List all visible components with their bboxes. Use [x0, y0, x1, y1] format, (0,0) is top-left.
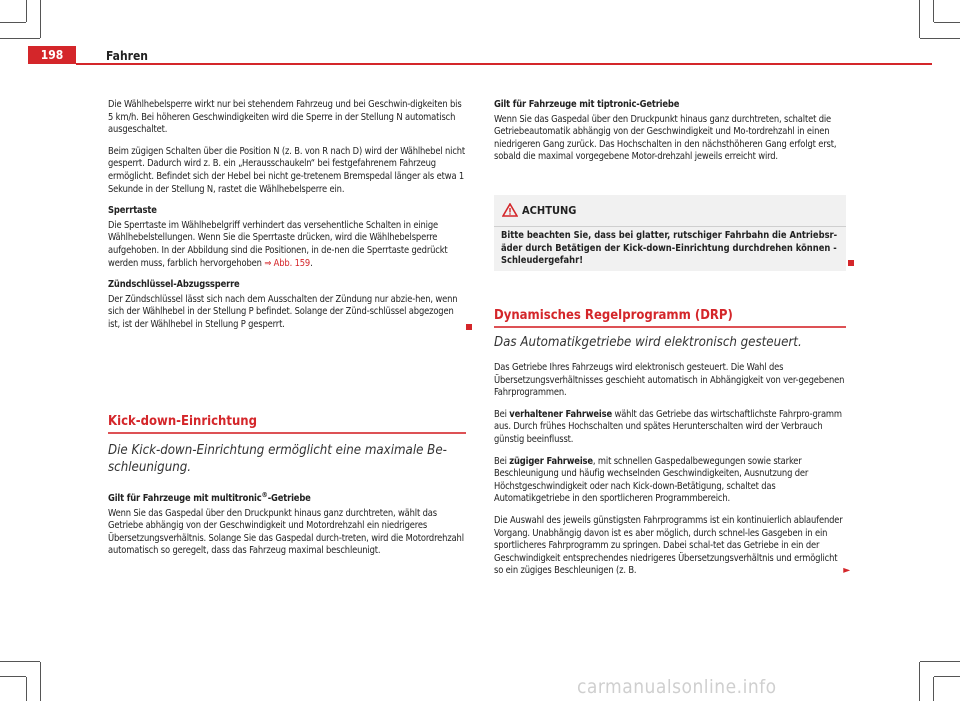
chapter-title: Fahren	[106, 49, 148, 63]
crop-mark	[933, 677, 934, 701]
paragraph: Das Getriebe Ihres Fahrzeugs wird elektronisch gesteuert. Die Wahl des Übersetzungsverhältnisses geschieht automatisch in Abhängigkeit von ver-gegebenen Fahrprogrammen.	[494, 362, 845, 399]
continue-arrow-icon: ►	[843, 565, 850, 577]
crop-mark	[934, 22, 960, 23]
subheading-multitronic: Gilt für Fahrzeuge mit multitronic®-Getriebe	[108, 491, 311, 505]
crop-mark	[0, 22, 26, 23]
paragraph: Bei zügiger Fahrweise, mit schnellen Gaspedalbewegungen sowie starker Beschleunigung und häufig wechselnden Geschwindigkeiten, Ausnutzung der Höchstgeschwindigkeit oder nach Kick-down-Betätigung, schaltet das Automatikgetriebe in den sportlicheren Programmbereich.	[494, 455, 809, 505]
crop-mark	[920, 661, 960, 662]
crop-mark	[920, 38, 960, 39]
crop-mark	[919, 0, 920, 38]
paragraph: Wenn Sie das Gaspedal über den Druckpunkt hinaus ganz durchtreten, wählt das Getriebe abhängig von der Geschwindigkeit und Motordrehzahl ein niedrigeres Übersetzungsverhältnis. Solange Sie das Gaspedal durch-treten, wird die Motordrehzahl automatisch so geregelt, dass das Fahrzeug maximal beschleunigt.	[108, 507, 464, 557]
crop-mark	[934, 676, 960, 677]
left-column	[108, 99, 466, 341]
right-column	[494, 99, 846, 173]
section-title-drp: Dynamisches Regelprogramm (DRP)	[494, 308, 733, 323]
right-column-drp	[494, 362, 850, 587]
end-mark-icon	[848, 260, 854, 266]
crop-mark	[933, 0, 934, 22]
crop-mark	[40, 0, 41, 38]
warning-text: Bitte beachten Sie, dass bei glatter, rutschiger Fahrbahn die Antriebsr-äder durch Betätigen der Kick-down-Einrichtung durchdrehen können - Schleudergefahr!	[501, 230, 838, 267]
end-mark-icon	[466, 324, 472, 330]
crop-mark	[0, 676, 26, 677]
page-number: 198	[28, 46, 76, 64]
section-subtitle: Das Automatikgetriebe wird elektronisch gesteuert.	[494, 335, 802, 350]
crop-mark	[26, 0, 27, 22]
section-rule	[494, 326, 846, 328]
figure-link[interactable]: ⇒ Abb. 159	[264, 257, 311, 269]
crop-mark	[919, 662, 920, 701]
paragraph: Der Zündschlüssel lässt sich nach dem Ausschalten der Zündung nur abzie-hen, wenn sich der Wählhebel in der Stellung P befindet. Solange der Zünd-schlüssel abgezogen ist, ist der Wählhebel in Stellung P gesperrt.	[108, 294, 466, 332]
header-rule	[76, 63, 932, 65]
subheading-sperrtaste: Sperrtaste	[108, 205, 157, 217]
warning-box	[494, 195, 846, 271]
subheading-zuendschluessel: Zündschlüssel-Abzugssperre	[108, 279, 240, 291]
warning-divider	[494, 226, 846, 227]
warning-title: ACHTUNG	[522, 204, 577, 217]
watermark: carmanualsonline.info	[577, 676, 777, 698]
paragraph: Beim zügigen Schalten über die Position N (z. B. von R nach D) wird der Wählhebel nicht gesperrt. Dadurch wird z. B. ein „Herausschaukeln“ bei festgefahrenem Fahrzeug ermöglicht. Befindet sich der Hebel bei nicht ge-tretenem Bremspedal länger als etwa 1 Sekunde in der Stellung N, rastet die Wählhebelsperre ein.	[108, 145, 466, 195]
crop-mark	[26, 677, 27, 701]
crop-mark	[40, 662, 41, 701]
warning-triangle-icon	[502, 203, 518, 217]
paragraph: Wenn Sie das Gaspedal über den Druckpunkt hinaus ganz durchtreten, schaltet die Getriebeautomatik abhängig von der Geschwindigkeit und Mo-tordrehzahl in einen niedrigeren Gang zurück. Das Hochschalten in den nächsthöheren Gang erfolgt erst, sobald die maximal vorgegebene Motor-drehzahl jeweils erreicht wird.	[494, 113, 837, 163]
paragraph: Die Auswahl des jeweils günstigsten Fahrprogramms ist ein kontinuierlich ablaufender Vorgang. Unabhängig davon ist es aber möglich, durch schnel-les Gasgeben in ein sportlicheres Fahrprogramm zu springen. Dabei schal-tet das Getriebe in ein der Geschwindigkeit entsprechendes niedrigeres Übersetzungsverhältnis und ermöglicht so ein zügiges Beschleunigen (z. B. ►	[494, 514, 850, 577]
section-rule	[108, 432, 466, 434]
paragraph: Die Wählhebelsperre wirkt nur bei stehendem Fahrzeug und bei Geschwin-digkeiten bis 5 km/h. Bei höheren Geschwindigkeiten wird die Sperre in der Stellung N automatisch ausgeschaltet.	[108, 99, 462, 136]
subheading-tiptronic: Gilt für Fahrzeuge mit tiptronic-Getriebe	[494, 99, 680, 110]
paragraph: Die Sperrtaste im Wählhebelgriff verhindert das versehentliche Schalten in einige Wählhebelstellungen. Wenn Sie die Sperrtaste drücken, wird die Wählhebelsperre aufgehoben. In der Abbildung sind die Positionen, in de-nen die Sperrtaste gedrückt werden muss, farblich hervorgehoben ⇒ Abb. 159.	[108, 219, 448, 269]
section-subtitle: Die Kick-down-Einrichtung ermöglicht eine maximale Be-schleunigung.	[108, 443, 447, 475]
crop-mark	[0, 38, 40, 39]
left-column-kickdown	[108, 489, 466, 567]
crop-mark	[0, 661, 40, 662]
section-title-kickdown: Kick-down-Einrichtung	[108, 414, 258, 429]
paragraph: Bei verhaltener Fahrweise wählt das Getriebe das wirtschaftlichste Fahrpro-gramm aus. Durch frühes Hochschalten und spätes Herunterschalten wird der Verbrauch günstig beeinflusst.	[494, 408, 842, 445]
